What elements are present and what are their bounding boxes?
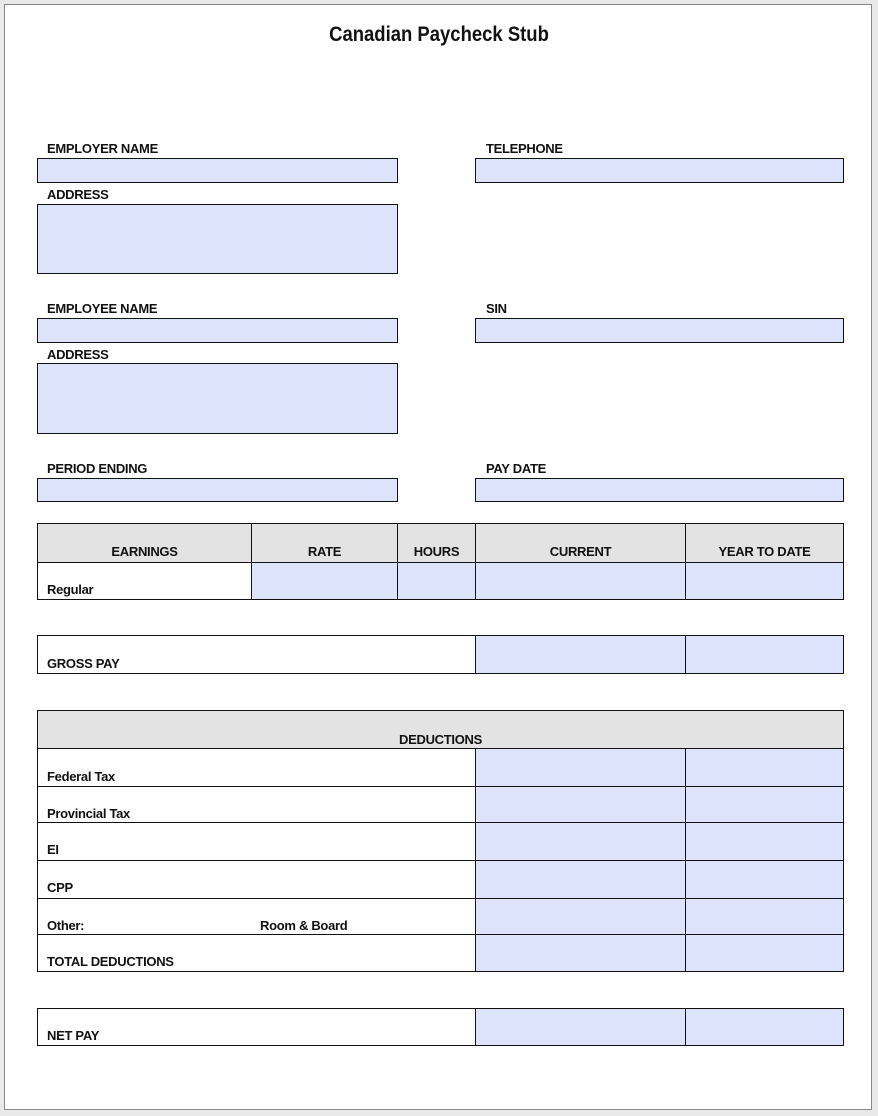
ei-label-cell: EI [37,822,476,861]
other-label-cell: Other: Room & Board [37,898,476,935]
ei-ytd-field[interactable] [685,822,844,861]
rate-header-cell: RATE [251,523,398,563]
net-pay-label-cell: NET PAY [37,1008,476,1046]
employer-address-label: ADDRESS [47,187,109,202]
earnings-header-cell: EARNINGS [37,523,252,563]
regular-ytd-field[interactable] [685,562,844,600]
employee-name-field[interactable] [37,318,398,343]
gross-pay-ytd-field[interactable] [685,635,844,674]
employer-name-label: EMPLOYER NAME [47,141,158,156]
regular-current-field[interactable] [475,562,686,600]
gross-pay-label-cell: GROSS PAY [37,635,476,674]
regular-rate-field[interactable] [251,562,398,600]
telephone-field[interactable] [475,158,844,183]
pay-date-field[interactable] [475,478,844,502]
cpp-ytd-field[interactable] [685,860,844,899]
sin-label: SIN [486,301,507,316]
ei-current-field[interactable] [475,822,686,861]
regular-label-cell: Regular [37,562,252,600]
net-pay-current-field[interactable] [475,1008,686,1046]
total-deductions-ytd-field[interactable] [685,934,844,972]
pay-date-label: PAY DATE [486,461,546,476]
provincial-tax-current-field[interactable] [475,786,686,823]
other-deduction-value[interactable]: Room & Board [260,918,348,933]
gross-pay-current-field[interactable] [475,635,686,674]
deductions-header-cell: DEDUCTIONS [37,710,844,749]
net-pay-ytd-field[interactable] [685,1008,844,1046]
other-ytd-field[interactable] [685,898,844,935]
provincial-tax-ytd-field[interactable] [685,786,844,823]
regular-hours-field[interactable] [397,562,476,600]
total-deductions-current-field[interactable] [475,934,686,972]
employee-address-label: ADDRESS [47,347,109,362]
total-deductions-label-cell: TOTAL DEDUCTIONS [37,934,476,972]
federal-tax-label-cell: Federal Tax [37,748,476,787]
period-ending-field[interactable] [37,478,398,502]
employee-name-label: EMPLOYEE NAME [47,301,158,316]
employee-address-field[interactable] [37,363,398,434]
telephone-label: TELEPHONE [486,141,563,156]
employer-name-field[interactable] [37,158,398,183]
ytd-header-cell: YEAR TO DATE [685,523,844,563]
current-header-cell: CURRENT [475,523,686,563]
sin-field[interactable] [475,318,844,343]
hours-header-cell: HOURS [397,523,476,563]
period-ending-label: PERIOD ENDING [47,461,148,476]
federal-tax-current-field[interactable] [475,748,686,787]
federal-tax-ytd-field[interactable] [685,748,844,787]
paycheck-stub-page [4,4,872,1110]
cpp-current-field[interactable] [475,860,686,899]
provincial-tax-label-cell: Provincial Tax [37,786,476,823]
employer-address-field[interactable] [37,204,398,274]
cpp-label-cell: CPP [37,860,476,899]
other-current-field[interactable] [475,898,686,935]
page-title: Canadian Paycheck Stub [329,23,549,46]
